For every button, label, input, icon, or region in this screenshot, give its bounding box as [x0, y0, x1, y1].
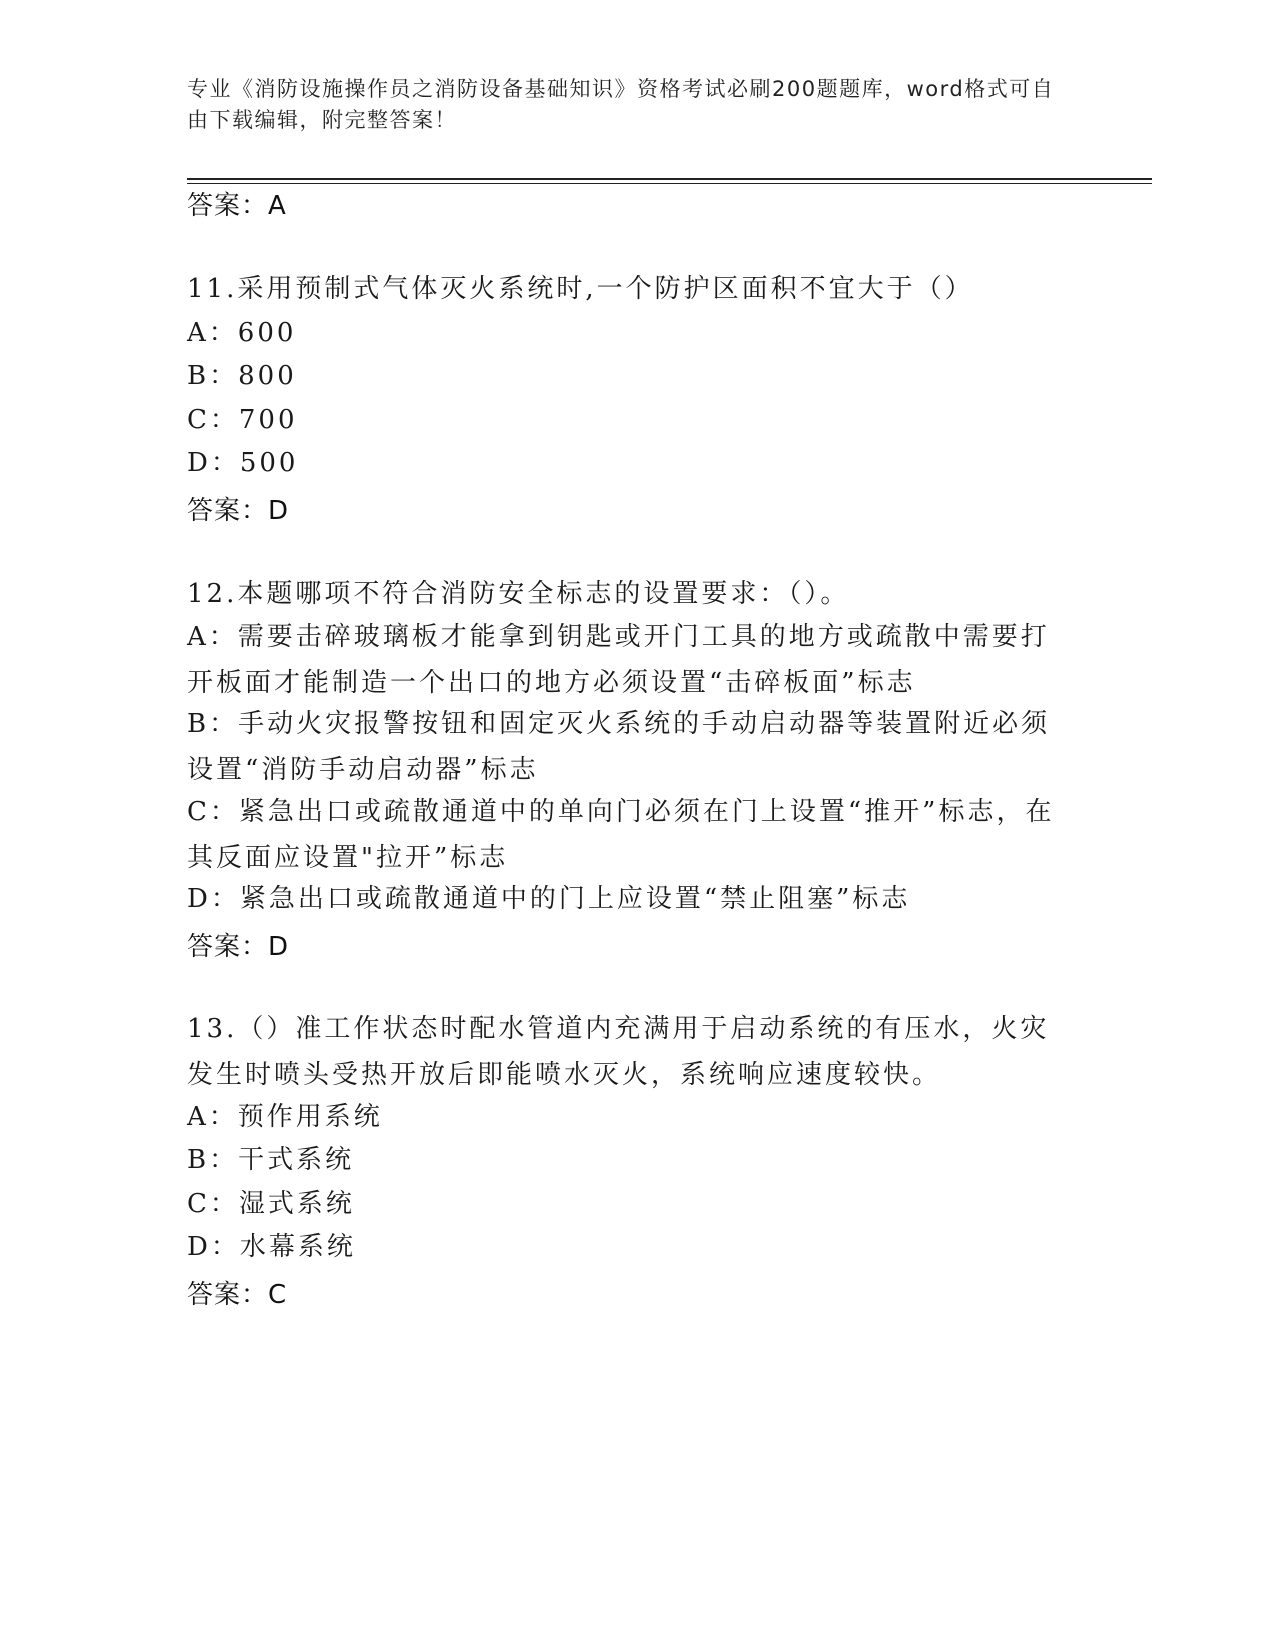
option-b: B：手动火灾报警按钮和固定灭火系统的手动启动器等装置附近必须设置“消防手动启动器”标志 — [187, 709, 1051, 785]
header-rule-thin — [187, 183, 1152, 184]
option-c: C：700 — [187, 405, 298, 435]
option-c: C：湿式系统 — [187, 1189, 355, 1219]
option-b: B：800 — [187, 361, 297, 391]
option-d: D：500 — [187, 448, 299, 478]
option-b: B：干式系统 — [187, 1145, 355, 1175]
option-a: A：600 — [187, 318, 297, 348]
document-header: 专业《消防设施操作员之消防设备基础知识》资格考试必刷200题题库，word格式可自由下载编辑，附完整答案！ — [187, 77, 1055, 132]
option-a: A：需要击碎玻璃板才能拿到钥匙或开门工具的地方或疏散中需要打开板面才能制造一个出口的地方必须设置“击碎板面”标志 — [187, 622, 1050, 698]
question-answer: 答案：D — [187, 496, 290, 526]
option-a: A：预作用系统 — [187, 1102, 383, 1132]
option-c: C：紧急出口或疏散通道中的单向门必须在门上设置“推开”标志，在其反面应设置"拉开”标志 — [187, 797, 1055, 873]
answer-previous: 答案：A — [187, 191, 287, 221]
question-stem: 13.（）准工作状态时配水管道内充满用于启动系统的有压水，火灾发生时喷头受热开放后即能喷水灭火，系统响应速度较快。 — [187, 1014, 1050, 1090]
option-d: D：紧急出口或疏散通道中的门上应设置“禁止阻塞”标志 — [187, 884, 911, 914]
header-rule-thick — [187, 178, 1152, 180]
question-stem: 11.采用预制式气体灭火系统时,一个防护区面积不宜大于（） — [187, 274, 974, 304]
question-answer: 答案：C — [187, 1280, 288, 1310]
question-answer: 答案：D — [187, 932, 290, 962]
question-stem: 12.本题哪项不符合消防安全标志的设置要求：（）。 — [187, 579, 850, 609]
option-d: D：水幕系统 — [187, 1232, 356, 1262]
